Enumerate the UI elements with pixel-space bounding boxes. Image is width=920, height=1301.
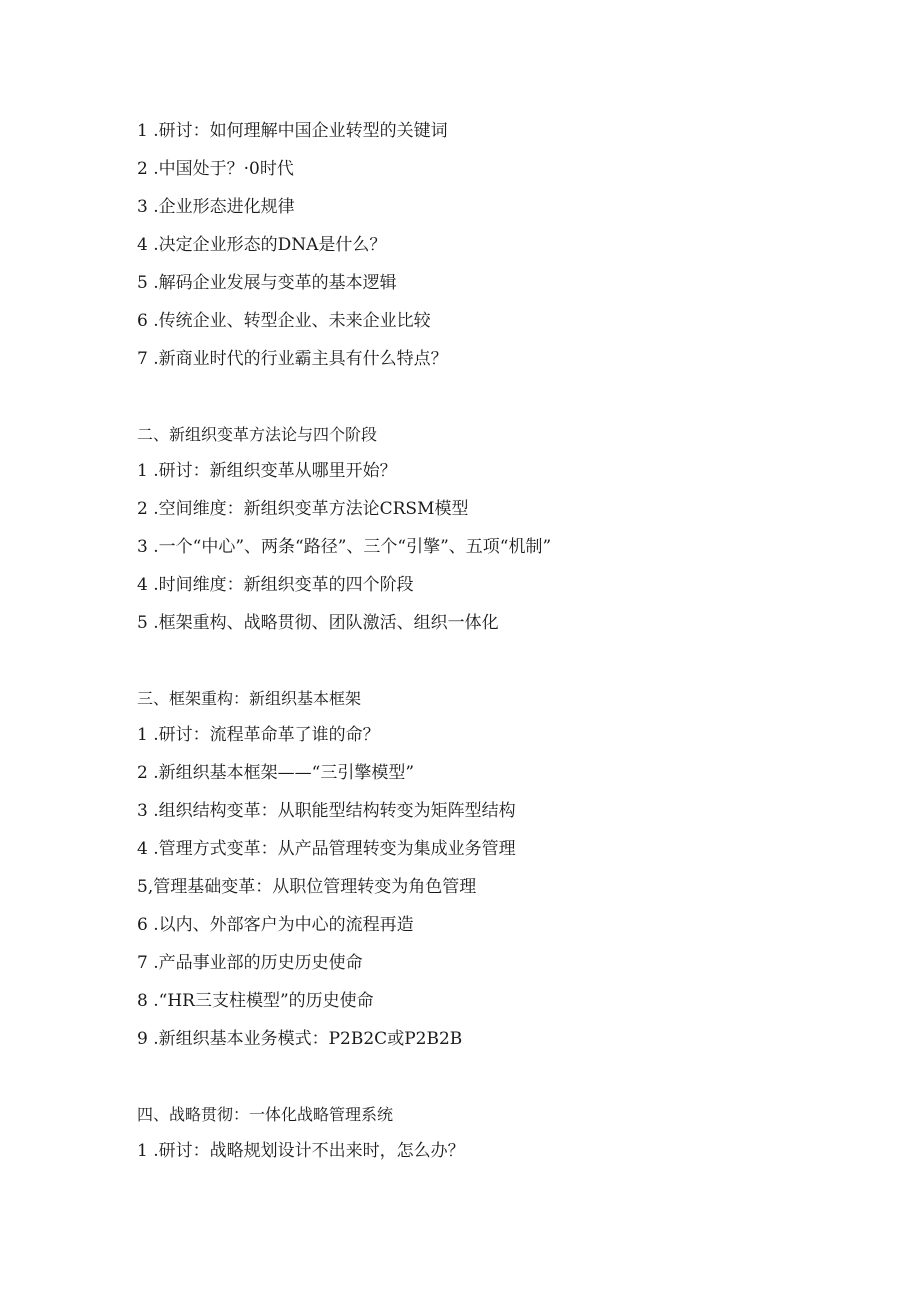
- section1-item-1: 1 .研讨：如何理解中国企业转型的关键词: [137, 121, 448, 141]
- section4-item-1: 1 .研讨：战略规划设计不出来时，怎么办？: [137, 1141, 465, 1161]
- section2-item-2: 2 .空间维度：新组织变革方法论CRSM模型: [137, 499, 469, 519]
- section3-item-7: 7 .产品事业部的历史历史使命: [137, 953, 363, 973]
- section1-item-6: 6 .传统企业、转型企业、未来企业比较: [137, 311, 431, 331]
- section3-item-1: 1 .研讨：流程革命革了谁的命？: [137, 725, 380, 745]
- section2-item-1: 1 .研讨：新组织变革从哪里开始？: [137, 461, 397, 481]
- section1-item-7: 7 .新商业时代的行业霸主具有什么特点？: [137, 349, 448, 369]
- section3-item-6: 6 .以内、外部客户为中心的流程再造: [137, 915, 414, 935]
- section3-item-8: 8 .“HR三支柱模型”的历史使命: [137, 991, 374, 1011]
- section2-heading: 二、新组织变革方法论与四个阶段: [137, 425, 378, 444]
- section3-heading: 三、框架重构：新组织基本框架: [137, 689, 362, 708]
- section1-item-4: 4 .决定企业形态的DNA是什么？: [137, 235, 387, 255]
- section3-item-2: 2 .新组织基本框架——“三引擎模型”: [137, 763, 415, 783]
- section3-item-5: 5,管理基础变革：从职位管理转变为角色管理: [137, 877, 477, 897]
- section1-item-5: 5 .解码企业发展与变革的基本逻辑: [137, 273, 397, 293]
- section2-item-4: 4 .时间维度：新组织变革的四个阶段: [137, 575, 414, 595]
- section3-item-3: 3 .组织结构变革：从职能型结构转变为矩阵型结构: [137, 801, 516, 821]
- section2-item-3: 3 .一个“中心”、两条“路径”、三个“引擎”、五项“机制”: [137, 537, 552, 557]
- section3-item-4: 4 .管理方式变革：从产品管理转变为集成业务管理: [137, 839, 516, 859]
- section1-item-3: 3 .企业形态进化规律: [137, 197, 295, 217]
- section4-heading: 四、战略贯彻：一体化战略管理系统: [137, 1105, 394, 1124]
- section3-item-9: 9 .新组织基本业务模式：P2B2C或P2B2B: [137, 1029, 463, 1049]
- section1-item-2: 2 .中国处于？·0时代: [137, 159, 294, 179]
- section2-item-5: 5 .框架重构、战略贯彻、团队激活、组织一体化: [137, 613, 499, 633]
